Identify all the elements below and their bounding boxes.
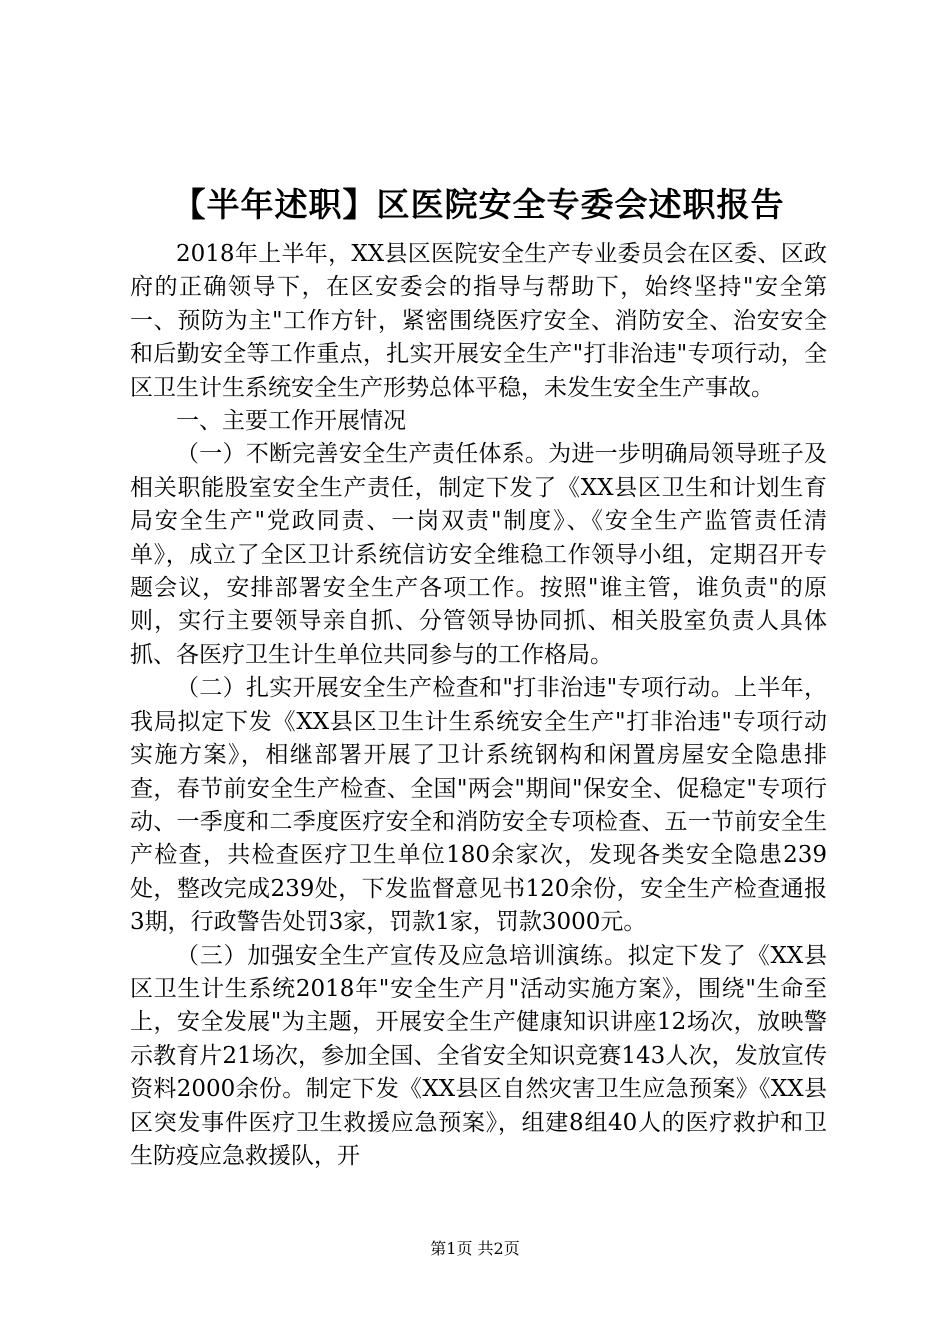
document-title: 【半年述职】区医院安全专委会述职报告	[172, 185, 785, 224]
section-3-paragraph: （三）加强安全生产宣传及应急培训演练。拟定下发了《XX县区卫生计生系统2018年"安全生产月"活动实施方案》，围绕"生命至上，安全发展"为主题，开展安全生产健康知识讲座12场次，放映警示教育片21场次，参加全国、全省安全知识竞赛143人次，发放宣传资料2000余份。制定下发《XX县区自然灾害卫生应急预案》《XX县区突发事件医疗卫生救援应急预案》，组建8组40人的医疗救护和卫生防疫应急救援队，开	[130, 942, 827, 1169]
section-1-paragraph: （一）不断完善安全生产责任体系。为进一步明确局领导班子及相关职能股室安全生产责任，制定下发了《XX县区卫生和计划生育局安全生产"党政同责、一岗双责"制度》、《安全生产监管责任清单》，成立了全区卫计系统信访安全维稳工作领导小组，定期召开专题会议，安排部署安全生产各项工作。按照"谁主管，谁负责"的原则，实行主要领导亲自抓、分管领导协同抓、相关股室负责人具体抓、各医疗卫生计生单位共同参与的工作格局。	[130, 441, 827, 668]
section-2-paragraph: （二）扎实开展安全生产检查和"打非治违"专项行动。上半年，我局拟定下发《XX县区卫生计生系统安全生产"打非治违"专项行动实施方案》，相继部署开展了卫计系统钢构和闲置房屋安全隐患排查，春节前安全生产检查、全国"两会"期间"保安全、促稳定"专项行动、一季度和二季度医疗安全和消防安全专项检查、五一节前安全生产检查，共检查医疗卫生单位180余家次，发现各类安全隐患239处，整改完成239处，下发监督意见书120余份，安全生产检查通报3期，行政警告处罚3家，罚款1家，罚款3000元。	[130, 675, 827, 936]
intro-paragraph: 2018年上半年，XX县区医院安全生产专业委员会在区委、区政府的正确领导下，在区安委会的指导与帮助下，始终坚持"安全第一、预防为主"工作方针，紧密围绕医疗安全、消防安全、治安安全和后勤安全等工作重点，扎实开展安全生产"打非治违"专项行动，全区卫生计生系统安全生产形势总体平稳，未发生安全生产事故。	[130, 241, 827, 401]
document-page	[130, 178, 827, 1173]
page-footer: 第1页 共2页	[430, 1239, 520, 1258]
section-heading: 一、主要工作开展情况	[176, 408, 406, 435]
